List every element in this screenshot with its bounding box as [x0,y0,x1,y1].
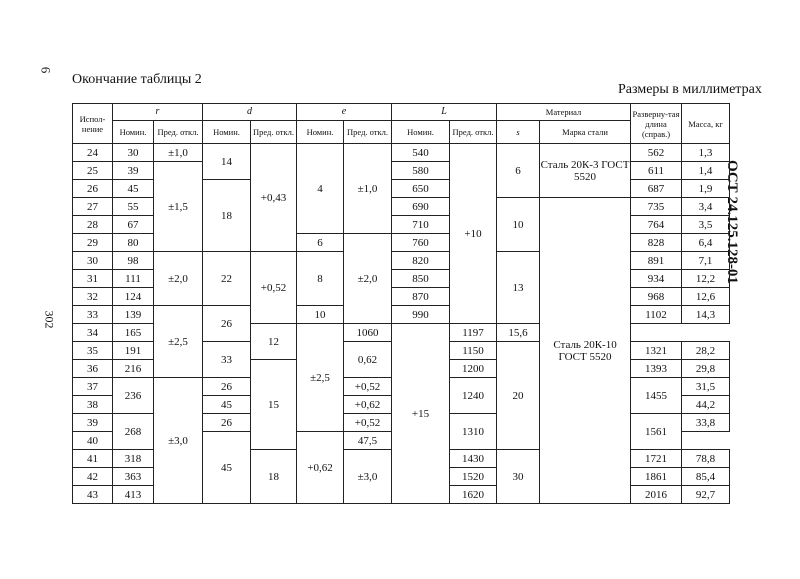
cell-dev-len: 934 [631,270,682,288]
cell-r-tol: ±1,5 [154,162,203,252]
cell-mass: 12,2 [682,270,730,288]
cell-L-nom: 990 [392,306,450,324]
cell-L-nom: 690 [392,198,450,216]
cell-r-nom: 216 [113,360,154,378]
cell-L-tol: +10 [450,144,497,324]
cell-L-nom: 580 [392,162,450,180]
cell-r-nom: 124 [113,288,154,306]
cell-r-tol: ±1,0 [154,144,203,162]
cell-variant: 28 [73,216,113,234]
cell-r-nom: 139 [113,306,154,324]
cell-variant: 37 [73,378,113,396]
cell-variant: 31 [73,270,113,288]
cell-r-nom: 30 [113,144,154,162]
cell-d-nom: 22 [203,252,251,306]
cell-dev-len: 1861 [631,468,682,486]
table-row [73,162,730,180]
header-e-nom: Номин. [297,121,344,144]
cell-dev-len: 1393 [631,360,682,378]
header-L-tol: Пред. откл. [450,121,497,144]
header-r-nom: Номин. [113,121,154,144]
header-s: s [497,121,540,144]
cell-L-nom: 1310 [450,414,497,450]
cell-mass: 3,4 [682,198,730,216]
cell-e-tol: ±1,0 [344,144,392,234]
table-row [73,306,730,324]
cell-d-nom: 26 [203,414,251,432]
cell-L-nom: 540 [392,144,450,162]
cell-r-nom: 80 [113,234,154,252]
cell-L-nom: 650 [392,180,450,198]
cell-d-tol: +0,52 [344,414,392,432]
cell-dev-len: 1455 [631,378,682,414]
cell-variant: 38 [73,396,113,414]
cell-L-nom: 1620 [450,486,497,504]
cell-r-nom: 318 [113,450,154,468]
cell-dev-len: 1561 [631,414,682,450]
cell-s: 10 [497,198,540,252]
cell-d-nom: 45 [203,396,251,414]
cell-L-nom: 820 [392,252,450,270]
header-d: d [203,104,297,121]
cell-variant: 33 [73,306,113,324]
header-steel-grade: Марка стали [540,121,631,144]
cell-L-nom: 870 [392,288,450,306]
cell-r-nom: 268 [113,414,154,450]
cell-r-nom: 39 [113,162,154,180]
cell-mass: 1,4 [682,162,730,180]
cell-s: 30 [497,450,540,504]
cell-variant: 40 [73,432,113,450]
cell-L-nom: 1240 [450,378,497,414]
cell-mass: 29,8 [682,360,730,378]
cell-s: 13 [497,252,540,324]
cell-e-nom: 12 [251,324,297,360]
cell-d-tol: +0,62 [344,396,392,414]
cell-L-nom: 1520 [450,468,497,486]
cell-e-nom: 4 [297,144,344,234]
cell-dev-len: 764 [631,216,682,234]
cell-variant: 30 [73,252,113,270]
header-r: r [113,104,203,121]
cell-d-nom: 33 [203,342,251,378]
cell-mass: 85,4 [682,468,730,486]
header-developed-length: Разверну-тая длина (справ.) [631,104,682,144]
header-L-nom: Номин. [392,121,450,144]
cell-r-tol: ±2,5 [154,306,203,378]
cell-variant: 24 [73,144,113,162]
cell-d-tol: +0,62 [297,432,344,504]
cell-mass: 28,2 [682,342,730,360]
cell-r-nom: 165 [113,324,154,342]
dimensions-table [72,103,730,504]
header-e: e [297,104,392,121]
cell-d-tol: +0,52 [344,378,392,396]
header-variant: Испол-нение [73,104,113,144]
cell-e-nom: 6 [297,234,344,252]
cell-e-nom: 18 [251,450,297,504]
cell-mass: 14,3 [682,306,730,324]
cell-r-nom: 413 [113,486,154,504]
cell-variant: 34 [73,324,113,342]
cell-variant: 25 [73,162,113,180]
cell-s: 6 [497,144,540,198]
cell-e-tol: ±2,0 [344,234,392,324]
header-material: Материал [497,104,631,121]
header-d-nom: Номин. [203,121,251,144]
cell-mass: 47,5 [344,432,392,450]
cell-r-nom: 55 [113,198,154,216]
cell-mass: 1,9 [682,180,730,198]
cell-r-nom: 45 [113,180,154,198]
header-mass: Масса, кг [682,104,730,144]
table-caption: Окончание таблицы 2 [72,72,202,87]
header-e-tol: Пред. откл. [344,121,392,144]
cell-steel: Сталь 20К-3 ГОСТ 5520 [540,144,631,198]
standard-code: ОСТ 24.125.128-01 [724,160,740,284]
cell-variant: 29 [73,234,113,252]
cell-mass: 6,4 [682,234,730,252]
cell-e-nom: 10 [297,306,344,324]
cell-L-nom: 1150 [450,342,497,360]
cell-mass: 33,8 [682,414,730,432]
units-note: Размеры в миллиметрах [618,82,762,97]
cell-L-nom: 710 [392,216,450,234]
cell-dev-len: 735 [631,198,682,216]
cell-r-nom: 236 [113,378,154,414]
cell-L-nom: 850 [392,270,450,288]
cell-L-nom: 1200 [450,360,497,378]
cell-mass: 44,2 [682,396,730,414]
cell-mass: 78,8 [682,450,730,468]
cell-r-tol: ±3,0 [154,378,203,504]
cell-e-tol: ±3,0 [344,450,392,504]
header-L: L [392,104,497,121]
cell-r-nom: 67 [113,216,154,234]
cell-dev-len: 687 [631,180,682,198]
cell-mass: 15,6 [497,324,540,342]
cell-L-nom: 1060 [344,324,392,342]
cell-d-tol: +0,43 [251,144,297,252]
cell-dev-len: 828 [631,234,682,252]
cell-e-nom: 8 [297,252,344,306]
cell-dev-len: 1102 [631,306,682,324]
cell-L-tol: +15 [392,324,450,504]
cell-r-nom: 98 [113,252,154,270]
cell-dev-len: 1321 [631,342,682,360]
cell-variant: 26 [73,180,113,198]
cell-d-tol: 0,62 [344,342,392,378]
cell-d-nom: 18 [203,180,251,252]
cell-variant: 36 [73,360,113,378]
cell-variant: 39 [73,414,113,432]
cell-variant: 27 [73,198,113,216]
cell-d-nom: 26 [203,378,251,396]
header-r-tol: Пред. откл. [154,121,203,144]
cell-mass: 92,7 [682,486,730,504]
cell-L-nom: 1430 [450,450,497,468]
cell-variant: 42 [73,468,113,486]
cell-variant: 32 [73,288,113,306]
cell-mass: 7,1 [682,252,730,270]
cell-variant: 43 [73,486,113,504]
ledger-number: 302 [42,310,57,329]
cell-variant: 41 [73,450,113,468]
cell-dev-len: 2016 [631,486,682,504]
cell-dev-len: 611 [631,162,682,180]
cell-dev-len: 968 [631,288,682,306]
table-row [73,144,730,162]
cell-mass: 12,6 [682,288,730,306]
cell-mass: 3,5 [682,216,730,234]
cell-r-nom: 363 [113,468,154,486]
cell-d-nom: 26 [203,306,251,342]
cell-variant: 35 [73,342,113,360]
cell-e-tol: ±2,5 [297,324,344,432]
cell-dev-len: 562 [631,144,682,162]
cell-mass: 31,5 [682,378,730,396]
cell-r-nom: 191 [113,342,154,360]
cell-dev-len: 1197 [450,324,497,342]
cell-r-nom: 111 [113,270,154,288]
cell-e-nom: 15 [251,360,297,450]
cell-dev-len: 891 [631,252,682,270]
cell-s: 20 [497,342,540,450]
cell-d-tol: +0,52 [251,252,297,324]
header-d-tol: Пред. откл. [251,121,297,144]
cell-dev-len: 1721 [631,450,682,468]
cell-L-nom: 760 [392,234,450,252]
cell-d-nom: 45 [203,432,251,504]
cell-steel: Сталь 20К-10 ГОСТ 5520 [540,198,631,504]
cell-mass: 1,3 [682,144,730,162]
page-number: 6 [38,66,54,74]
cell-r-tol: ±2,0 [154,252,203,306]
table-row [73,252,730,270]
cell-d-nom: 14 [203,144,251,180]
